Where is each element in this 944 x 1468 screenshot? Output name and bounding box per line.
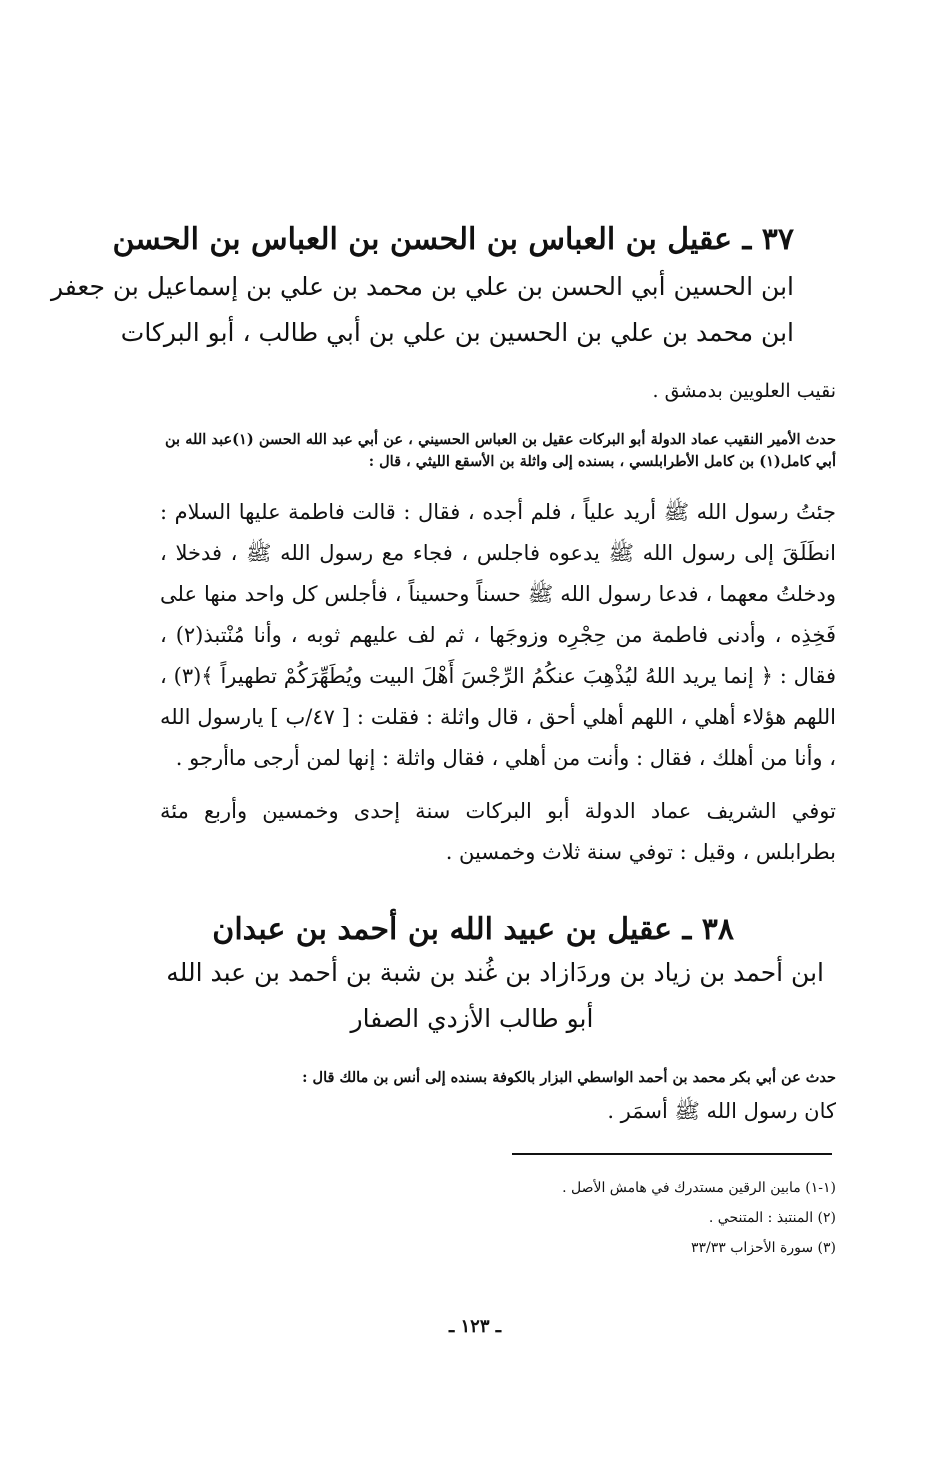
entry-37-isnad: حدث الأمير النقيب عماد الدولة أبو البركات عقيل بن العباس الحسيني ، عن أبي عبد الله الحسن (١)عبد الله بن أبي كامل(١) بن كامل الأطرابلسي ، بسنده إلى واثلة بن الأسقع الليثي ، قال : bbox=[165, 431, 836, 470]
entry-37-heading: ٣٧ ـ عقيل بن العباس بن الحسن بن العباس بن الحسن bbox=[112, 222, 794, 257]
entry-38-lineage-line-2: أبو طالب الأزدي الصفار bbox=[350, 1004, 594, 1033]
footnote-1: (١-١) مابين الرقين مستدرك في هامش الأصل . bbox=[562, 1180, 836, 1196]
entry-37-death-note: توفي الشريف عماد الدولة أبو البركات سنة إحدى وخمسين وأربع مئة بطرابلس ، وقيل : توفي سنة ثلاث وخمسين . bbox=[160, 799, 836, 864]
page-number: ـ ١٢٣ ـ bbox=[448, 1316, 502, 1337]
entry-38-isnad: حدث عن أبي بكر محمد بن أحمد الواسطي البزار بالكوفة بسنده إلى أنس بن مالك قال : bbox=[302, 1069, 836, 1086]
entry-37-lineage-line-1: ابن الحسين أبي الحسن بن علي بن محمد بن علي بن إسماعيل بن جعفر bbox=[50, 272, 794, 301]
entry-38-hadith: كان رسول الله ﷺ أسمَر . bbox=[607, 1099, 836, 1123]
entry-38-heading: ٣٨ ـ عقيل بن عبيد الله بن أحمد بن عبدان bbox=[212, 912, 734, 947]
footnote-separator bbox=[512, 1153, 832, 1155]
entry-37-hadith: جئتُ رسول الله ﷺ أريد علياً ، فلم أجده ، فقال : قالت فاطمة عليها السلام : انطَلَقَ إلى رسول الله ﷺ يدعوه فاجلس ، فجاء مع رسول الله ﷺ ، فدخلا ، ودخلتُ معهما ، فدعا رسول الله ﷺ حسناً وحسيناً ، فأجلس كل واحد منها على فَخِذِه ، وأدنى فاطمة من حِجْرِه وزوجَها ، ثم لف عليهم ثوبه ، وأنا مُنْتبذ(٢) ، فقال : ﴿ إنما يريد اللهُ ليُذْهِبَ عنكُمُ الرِّجْسَ أَهْلَ البيت ويُطَهِّرَكُمْ تطهيراً ﴾(٣) ، اللهم هؤلاء أهلي ، اللهم أهلي أحق ، قال واثلة : فقلت : [ ٤٧/ب ] يارسول الله ، وأنا من أهلك ، فقال : وأنت من أهلي ، فقال واثلة : إنها لمن أرجى ماأرجو . bbox=[160, 500, 837, 770]
entry-38-lineage-line-1: ابن أحمد بن زياد بن وردَازاد بن غُند بن شبة بن أحمد بن عبد الله bbox=[166, 958, 824, 987]
footnote-2: (٢) المنتبذ : المتنحي . bbox=[708, 1210, 836, 1226]
entry-37-lineage-line-2: ابن محمد بن علي بن الحسين بن علي بن أبي طالب ، أبو البركات bbox=[120, 318, 794, 347]
entry-37-title: نقيب العلويين بدمشق . bbox=[652, 380, 836, 402]
footnote-3: (٣) سورة الأحزاب ٣٣/٣٣ bbox=[691, 1240, 836, 1256]
